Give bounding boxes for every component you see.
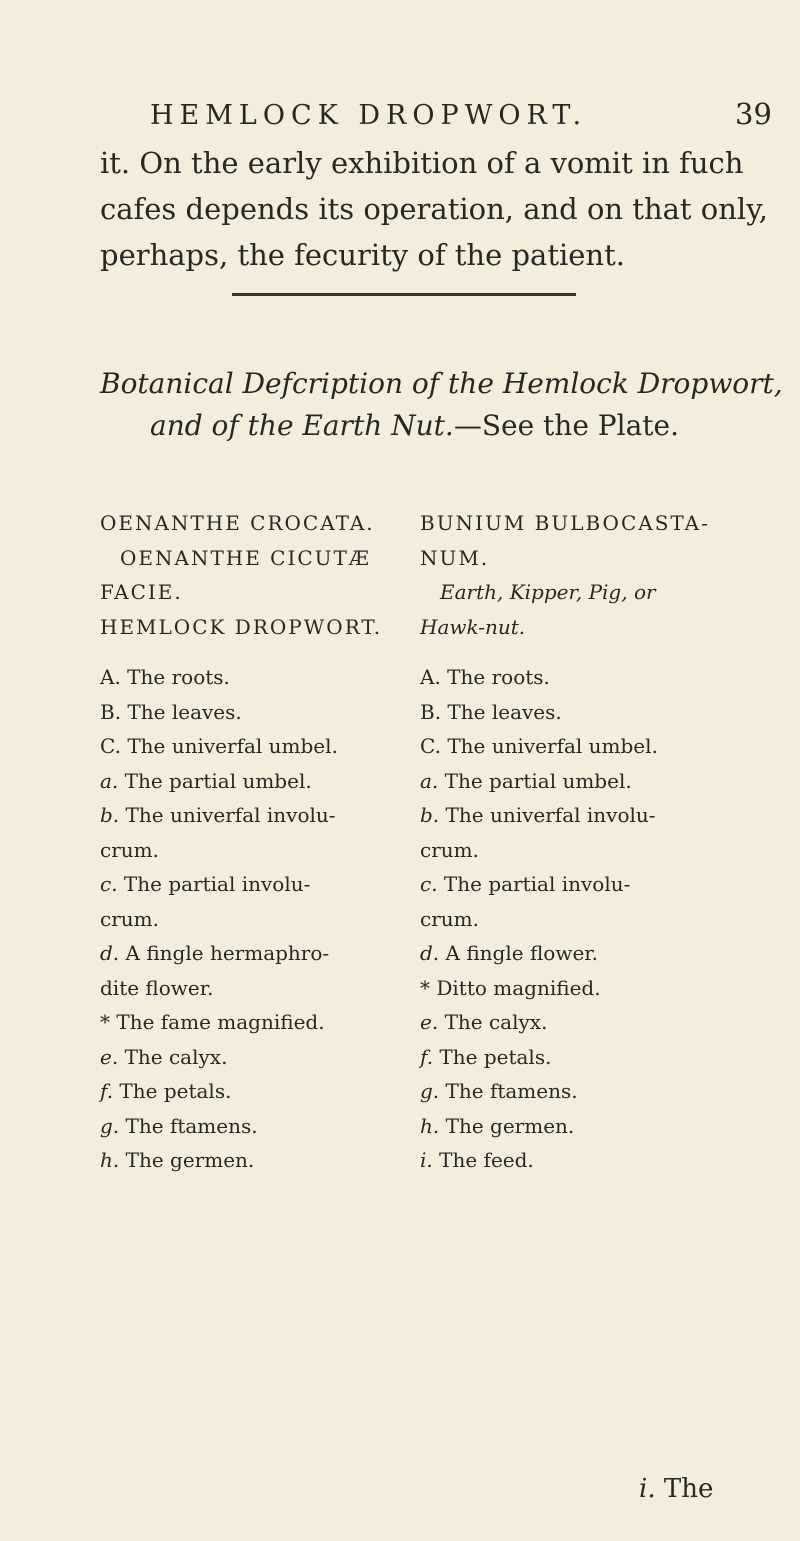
page-number: 39 — [735, 97, 772, 131]
legend-text: dite flower. — [100, 975, 214, 1000]
legend-text: The univerfal involu- — [445, 803, 656, 827]
section-heading-roman: —See the Plate. — [453, 409, 680, 442]
legend-text: The feed. — [439, 1148, 534, 1172]
legend-text: A fingle hermaphro- — [125, 941, 330, 965]
running-header: HEMLOCK DROPWORT. — [150, 100, 588, 131]
legend-text: crum. — [100, 837, 159, 862]
legend-entry — [420, 936, 750, 971]
legend-text: The ftamens. — [125, 1113, 258, 1138]
legend-entry — [420, 833, 750, 868]
legend-text: crum. — [420, 837, 479, 862]
legend-entry — [100, 660, 400, 695]
intro-line: cafes depends its operation, and on that only, — [100, 192, 768, 226]
legend-entry — [100, 833, 400, 868]
legend-entry — [100, 1040, 400, 1075]
legend-text: The ftamens. — [445, 1079, 578, 1103]
legend-list — [420, 660, 750, 1178]
plant-name: FACIE. — [100, 580, 183, 604]
intro-line: it. On the early exhibition of a vomit in fuch — [100, 146, 744, 180]
common-names: Hawk-nut. — [420, 614, 526, 639]
legend-text: The univerfal umbel. — [127, 734, 338, 758]
legend-letter: h. — [100, 1148, 120, 1172]
legend-letter: f. — [100, 1079, 114, 1103]
legend-letter: h. — [420, 1113, 440, 1138]
legend-entry — [420, 1109, 750, 1144]
legend-entry — [100, 867, 400, 902]
legend-letter: B. — [100, 699, 122, 724]
section-heading — [100, 363, 790, 447]
plant-name: HEMLOCK DROPWORT. — [100, 614, 383, 639]
legend-entry — [420, 798, 750, 833]
legend-text: crum. — [420, 906, 479, 931]
legend-letter: c. — [100, 872, 118, 896]
legend-text: The germen. — [445, 1113, 575, 1138]
legend-letter: i. — [420, 1148, 433, 1172]
legend-letter: e. — [100, 1044, 119, 1069]
intro-paragraph — [100, 140, 780, 278]
legend-text: The univerfal involu- — [125, 803, 336, 827]
legend-letter: a. — [420, 768, 439, 793]
legend-letter: c. — [420, 872, 438, 896]
legend-entry — [420, 1005, 750, 1040]
catchword-letter: i. — [639, 1474, 656, 1504]
right-column — [420, 506, 750, 1178]
legend-letter: b. — [100, 803, 120, 827]
legend-text: Ditto magnified. — [436, 975, 601, 1000]
legend-letter: e. — [420, 1010, 439, 1034]
legend-letter: d. — [100, 941, 120, 965]
legend-text: The petals. — [439, 1044, 552, 1069]
legend-text: The calyx. — [444, 1010, 548, 1034]
legend-entry — [100, 1074, 400, 1109]
legend-letter: B. — [420, 699, 442, 724]
legend-entry — [420, 695, 750, 730]
section-heading-line — [100, 405, 790, 447]
legend-entry — [100, 1143, 400, 1178]
legend-text: The leaves. — [127, 699, 242, 724]
plant-name: BUNIUM BULBOCASTA- — [420, 511, 710, 535]
legend-letter: C. — [100, 734, 121, 758]
legend-text: The calyx. — [124, 1044, 228, 1069]
legend-letter: d. — [420, 941, 440, 965]
legend-letter: g. — [420, 1079, 440, 1103]
left-column — [100, 506, 400, 1178]
legend-letter: g. — [100, 1113, 120, 1138]
legend-letter: * — [420, 975, 430, 1000]
legend-entry — [420, 971, 750, 1006]
legend-text: The partial involu- — [123, 872, 311, 896]
legend-entry — [420, 1074, 750, 1109]
legend-list — [100, 660, 400, 1178]
legend-entry — [100, 971, 400, 1006]
legend-text: The germen. — [125, 1148, 255, 1172]
section-heading-line: Botanical Defcription of the Hemlock Dropwort, — [100, 367, 783, 400]
legend-entry — [420, 729, 750, 764]
legend-text: The roots. — [127, 665, 230, 689]
legend-text: The partial umbel. — [124, 768, 312, 793]
catchword — [639, 1474, 713, 1504]
legend-text: crum. — [100, 906, 159, 931]
legend-text: The partial umbel. — [444, 768, 632, 793]
legend-letter: f. — [420, 1044, 434, 1069]
plant-name: NUM. — [420, 545, 490, 570]
legend-entry — [100, 695, 400, 730]
legend-entry — [100, 729, 400, 764]
legend-entry — [100, 936, 400, 971]
legend-entry — [100, 902, 400, 937]
legend-entry — [420, 1143, 750, 1178]
legend-text: The petals. — [119, 1079, 232, 1103]
legend-entry — [420, 902, 750, 937]
legend-entry — [100, 1005, 400, 1040]
common-names: Earth, Kipper, Pig, or — [440, 580, 656, 604]
legend-entry — [100, 764, 400, 799]
legend-entry — [420, 660, 750, 695]
legend-letter: b. — [420, 803, 440, 827]
legend-text: The leaves. — [447, 699, 562, 724]
plant-name: OENANTHE CICUTÆ — [120, 545, 371, 570]
intro-line: perhaps, the fecurity of the patient. — [100, 238, 625, 272]
legend-text: A fingle flower. — [445, 941, 599, 965]
legend-letter: C. — [420, 734, 441, 758]
legend-entry — [420, 1040, 750, 1075]
legend-text: The univerfal umbel. — [447, 734, 658, 758]
legend-letter: a. — [100, 768, 119, 793]
plant-name: OENANTHE CROCATA. — [100, 511, 375, 535]
legend-letter: * — [100, 1010, 110, 1034]
legend-letter: A. — [100, 665, 121, 689]
legend-entry — [420, 867, 750, 902]
legend-text: The roots. — [447, 665, 550, 689]
legend-letter: A. — [420, 665, 441, 689]
legend-text: The partial involu- — [443, 872, 631, 896]
section-heading-italic: and of the Earth Nut. — [150, 409, 454, 442]
legend-entry — [420, 764, 750, 799]
legend-entry — [100, 798, 400, 833]
legend-text: The fame magnified. — [116, 1010, 325, 1034]
catchword-text: The — [663, 1474, 714, 1504]
legend-entry — [100, 1109, 400, 1144]
section-divider — [232, 293, 576, 296]
